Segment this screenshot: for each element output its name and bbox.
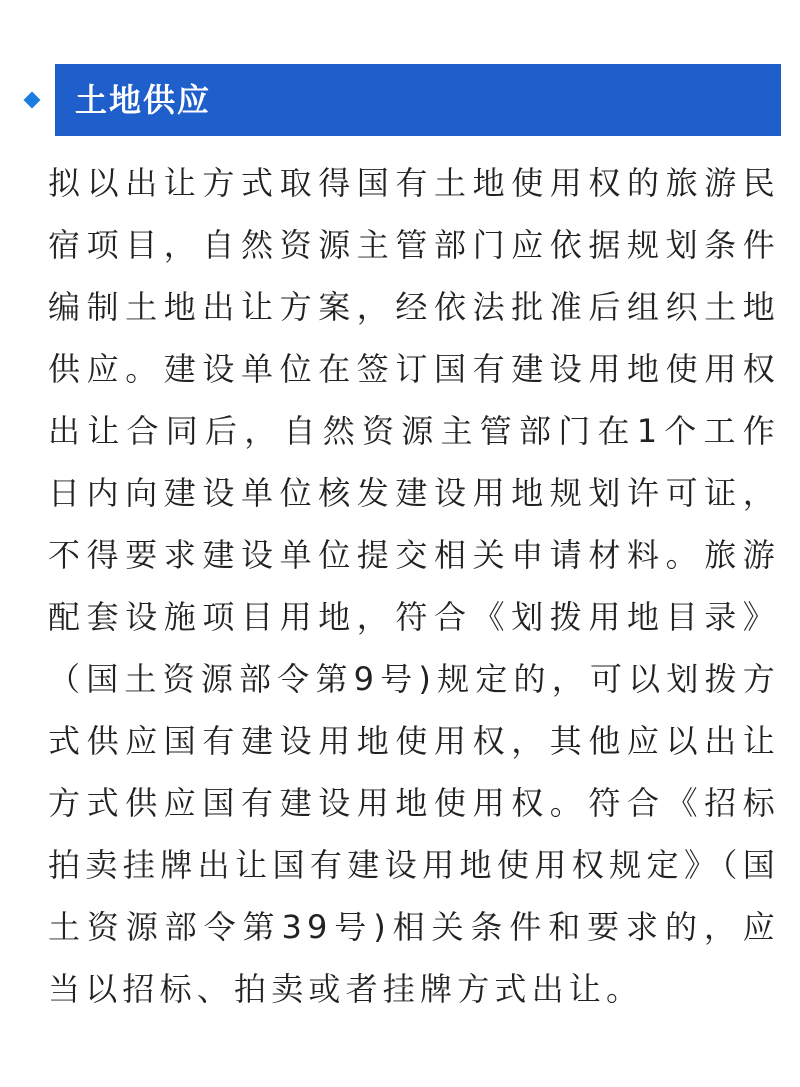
section-title: 土地供应 [75,81,212,119]
section-title-bar [55,64,781,136]
diamond-icon [24,92,41,109]
section-header [0,64,800,136]
body-paragraph: 拟以出让方式取得国有土地使用权的旅游民宿项目，自然资源主管部门应依据规划条件编制土地出让方案，经依法批准后组织土地供应。建设单位在签订国有建设用地使用权出让合同后，自然资源主管部门在1个工作日内向建设单位核发建设用地规划许可证，不得要求建设单位提交相关申请材料。旅游配套设施项目用地，符合《划拨用地目录》（国土资源部令第9号)规定的，可以划拨方式供应国有建设用地使用权，其他应以出让方式供应国有建设用地使用权。符合《招标拍卖挂牌出让国有建设用地使用权规定》（国土资源部令第39号)相关条件和要求的，应当以招标、拍卖或者挂牌方式出让。 [48,164,780,1008]
